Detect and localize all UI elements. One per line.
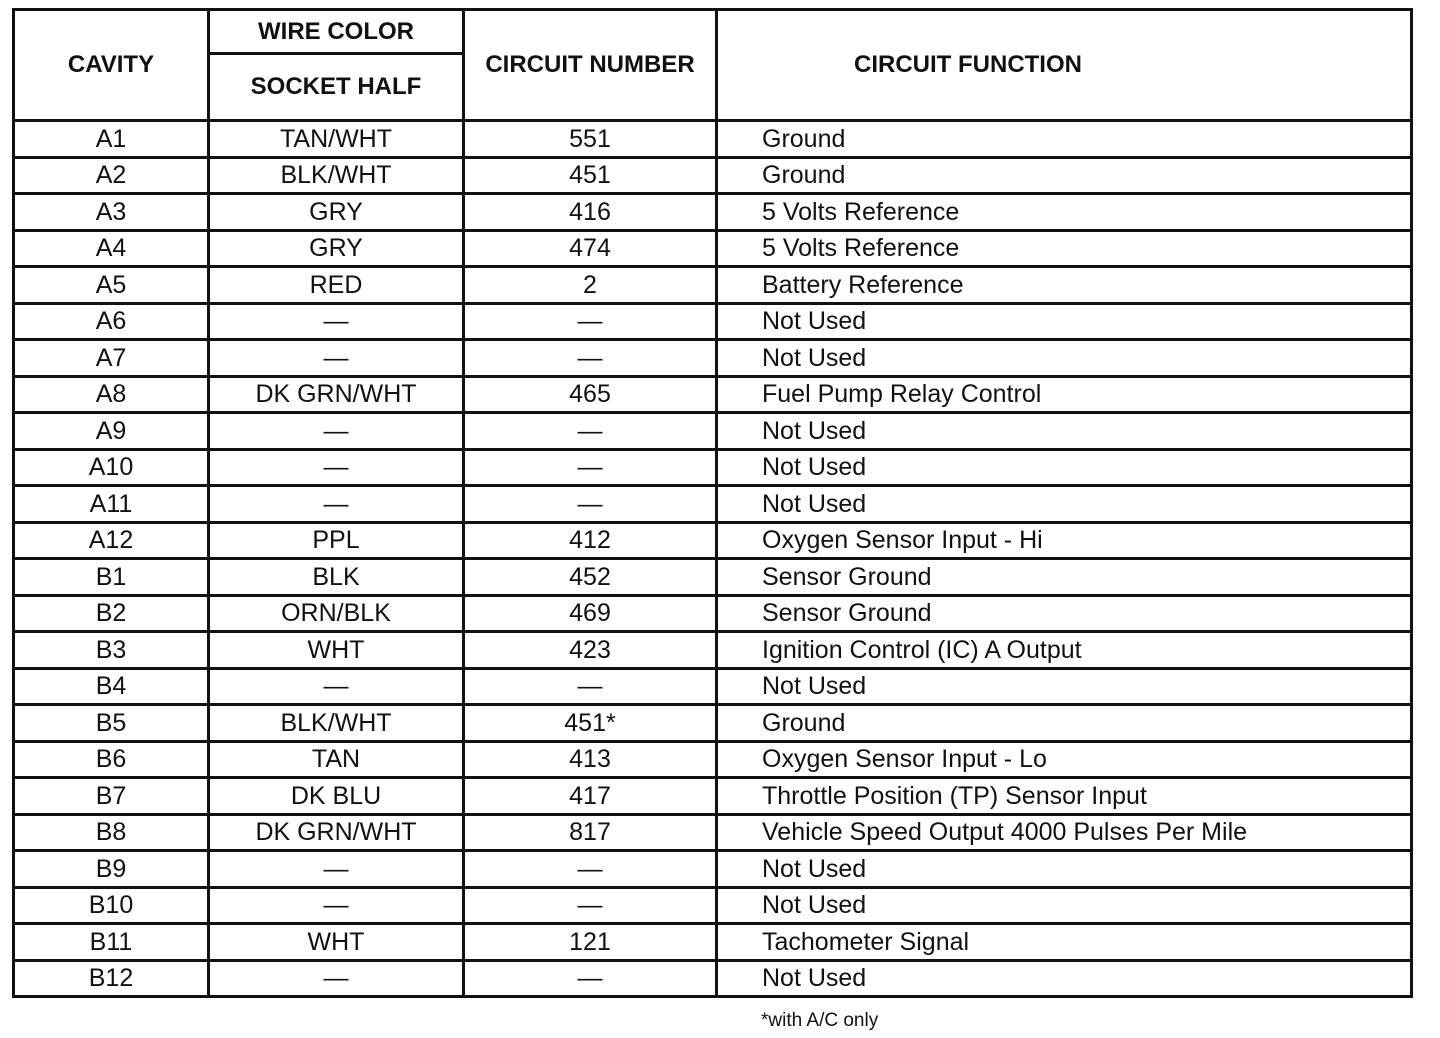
cell-wire-color: —: [209, 340, 464, 377]
table-row: [14, 887, 1412, 924]
cell-wire-color: —: [209, 413, 464, 450]
cell-wire-color: ORN/BLK: [209, 595, 464, 632]
cell-circuit-number: 817: [464, 814, 717, 851]
cell-circuit-number: 121: [464, 924, 717, 961]
cell-cavity: A9: [14, 413, 209, 450]
cell-wire-color: WHT: [209, 632, 464, 669]
cell-wire-color: RED: [209, 267, 464, 304]
cell-cavity: A12: [14, 522, 209, 559]
cell-circuit-number: 417: [464, 778, 717, 815]
cell-circuit-number: 423: [464, 632, 717, 669]
cell-cavity: B2: [14, 595, 209, 632]
cell-circuit-function: Ignition Control (IC) A Output: [717, 632, 1412, 669]
table-row: [14, 486, 1412, 523]
table-row: [14, 814, 1412, 851]
cell-circuit-function: Vehicle Speed Output 4000 Pulses Per Mile: [717, 814, 1412, 851]
cell-circuit-function: Ground: [717, 705, 1412, 742]
table-row: [14, 522, 1412, 559]
cell-circuit-number: —: [464, 887, 717, 924]
cell-circuit-number: 451*: [464, 705, 717, 742]
table-body: [14, 121, 1412, 997]
cell-cavity: A5: [14, 267, 209, 304]
footnote: *with A/C only: [761, 1010, 879, 1031]
cell-circuit-function: Not Used: [717, 413, 1412, 450]
cell-circuit-number: 451: [464, 157, 717, 194]
table-row: [14, 960, 1412, 997]
cell-cavity: B3: [14, 632, 209, 669]
cell-circuit-number: 413: [464, 741, 717, 778]
cell-cavity: B9: [14, 851, 209, 888]
cell-circuit-function: 5 Volts Reference: [717, 230, 1412, 267]
cell-circuit-function: Not Used: [717, 449, 1412, 486]
cell-wire-color: BLK/WHT: [209, 705, 464, 742]
cell-circuit-number: 465: [464, 376, 717, 413]
connector-pinout-table-container: [12, 8, 1413, 998]
cell-cavity: B10: [14, 887, 209, 924]
cell-wire-color: DK BLU: [209, 778, 464, 815]
cell-cavity: A1: [14, 121, 209, 158]
cell-cavity: A10: [14, 449, 209, 486]
cell-wire-color: —: [209, 486, 464, 523]
header-wire-color: WIRE COLOR: [209, 10, 464, 54]
cell-circuit-number: 452: [464, 559, 717, 596]
cell-circuit-function: Not Used: [717, 668, 1412, 705]
cell-circuit-function: Not Used: [717, 851, 1412, 888]
cell-cavity: B8: [14, 814, 209, 851]
cell-wire-color: —: [209, 887, 464, 924]
cell-circuit-number: —: [464, 668, 717, 705]
cell-cavity: B12: [14, 960, 209, 997]
cell-wire-color: BLK/WHT: [209, 157, 464, 194]
cell-wire-color: WHT: [209, 924, 464, 961]
table-row: [14, 778, 1412, 815]
cell-wire-color: DK GRN/WHT: [209, 814, 464, 851]
cell-cavity: A11: [14, 486, 209, 523]
table-row: [14, 851, 1412, 888]
cell-circuit-function: Tachometer Signal: [717, 924, 1412, 961]
cell-cavity: A2: [14, 157, 209, 194]
header-socket-half: SOCKET HALF: [209, 54, 464, 121]
cell-circuit-function: Throttle Position (TP) Sensor Input: [717, 778, 1412, 815]
cell-circuit-function: Oxygen Sensor Input - Lo: [717, 741, 1412, 778]
table-row: [14, 668, 1412, 705]
cell-wire-color: PPL: [209, 522, 464, 559]
table-row: [14, 303, 1412, 340]
cell-wire-color: —: [209, 303, 464, 340]
cell-cavity: B5: [14, 705, 209, 742]
cell-circuit-number: —: [464, 486, 717, 523]
header-row-1: [14, 10, 1412, 54]
cell-circuit-function: Not Used: [717, 340, 1412, 377]
cell-circuit-function: Sensor Ground: [717, 595, 1412, 632]
cell-circuit-function: Not Used: [717, 303, 1412, 340]
cell-cavity: A6: [14, 303, 209, 340]
table-row: [14, 413, 1412, 450]
cell-wire-color: DK GRN/WHT: [209, 376, 464, 413]
connector-pinout-table: [12, 8, 1413, 998]
cell-circuit-number: 2: [464, 267, 717, 304]
cell-circuit-function: Fuel Pump Relay Control: [717, 376, 1412, 413]
cell-cavity: A8: [14, 376, 209, 413]
cell-circuit-number: 412: [464, 522, 717, 559]
cell-cavity: B11: [14, 924, 209, 961]
table-row: [14, 449, 1412, 486]
cell-circuit-number: —: [464, 851, 717, 888]
table-row: [14, 230, 1412, 267]
cell-cavity: A7: [14, 340, 209, 377]
cell-wire-color: —: [209, 960, 464, 997]
cell-circuit-function: Ground: [717, 157, 1412, 194]
table-row: [14, 157, 1412, 194]
cell-circuit-number: 416: [464, 194, 717, 231]
cell-wire-color: TAN: [209, 741, 464, 778]
cell-wire-color: GRY: [209, 230, 464, 267]
header-circuit-number: CIRCUIT NUMBER: [464, 10, 717, 121]
table-header: [14, 10, 1412, 121]
cell-circuit-number: —: [464, 340, 717, 377]
cell-cavity: B1: [14, 559, 209, 596]
table-row: [14, 376, 1412, 413]
table-row: [14, 340, 1412, 377]
header-circuit-function: CIRCUIT FUNCTION: [717, 10, 1412, 121]
cell-cavity: A4: [14, 230, 209, 267]
cell-circuit-function: Not Used: [717, 887, 1412, 924]
cell-circuit-function: Battery Reference: [717, 267, 1412, 304]
table-row: [14, 121, 1412, 158]
cell-circuit-function: 5 Volts Reference: [717, 194, 1412, 231]
cell-cavity: B6: [14, 741, 209, 778]
cell-circuit-function: Not Used: [717, 960, 1412, 997]
cell-circuit-number: —: [464, 960, 717, 997]
cell-wire-color: TAN/WHT: [209, 121, 464, 158]
cell-circuit-function: Sensor Ground: [717, 559, 1412, 596]
cell-circuit-number: —: [464, 303, 717, 340]
cell-circuit-number: 469: [464, 595, 717, 632]
cell-circuit-number: 551: [464, 121, 717, 158]
table-row: [14, 194, 1412, 231]
cell-cavity: B7: [14, 778, 209, 815]
table-row: [14, 705, 1412, 742]
header-cavity: CAVITY: [14, 10, 209, 121]
cell-wire-color: —: [209, 851, 464, 888]
cell-circuit-number: —: [464, 413, 717, 450]
cell-wire-color: —: [209, 449, 464, 486]
cell-cavity: A3: [14, 194, 209, 231]
table-row: [14, 267, 1412, 304]
table-row: [14, 741, 1412, 778]
table-row: [14, 595, 1412, 632]
table-row: [14, 559, 1412, 596]
cell-wire-color: GRY: [209, 194, 464, 231]
cell-circuit-function: Not Used: [717, 486, 1412, 523]
cell-cavity: B4: [14, 668, 209, 705]
cell-wire-color: —: [209, 668, 464, 705]
cell-circuit-number: 474: [464, 230, 717, 267]
cell-wire-color: BLK: [209, 559, 464, 596]
table-row: [14, 924, 1412, 961]
cell-circuit-number: —: [464, 449, 717, 486]
cell-circuit-function: Ground: [717, 121, 1412, 158]
cell-circuit-function: Oxygen Sensor Input - Hi: [717, 522, 1412, 559]
table-row: [14, 632, 1412, 669]
